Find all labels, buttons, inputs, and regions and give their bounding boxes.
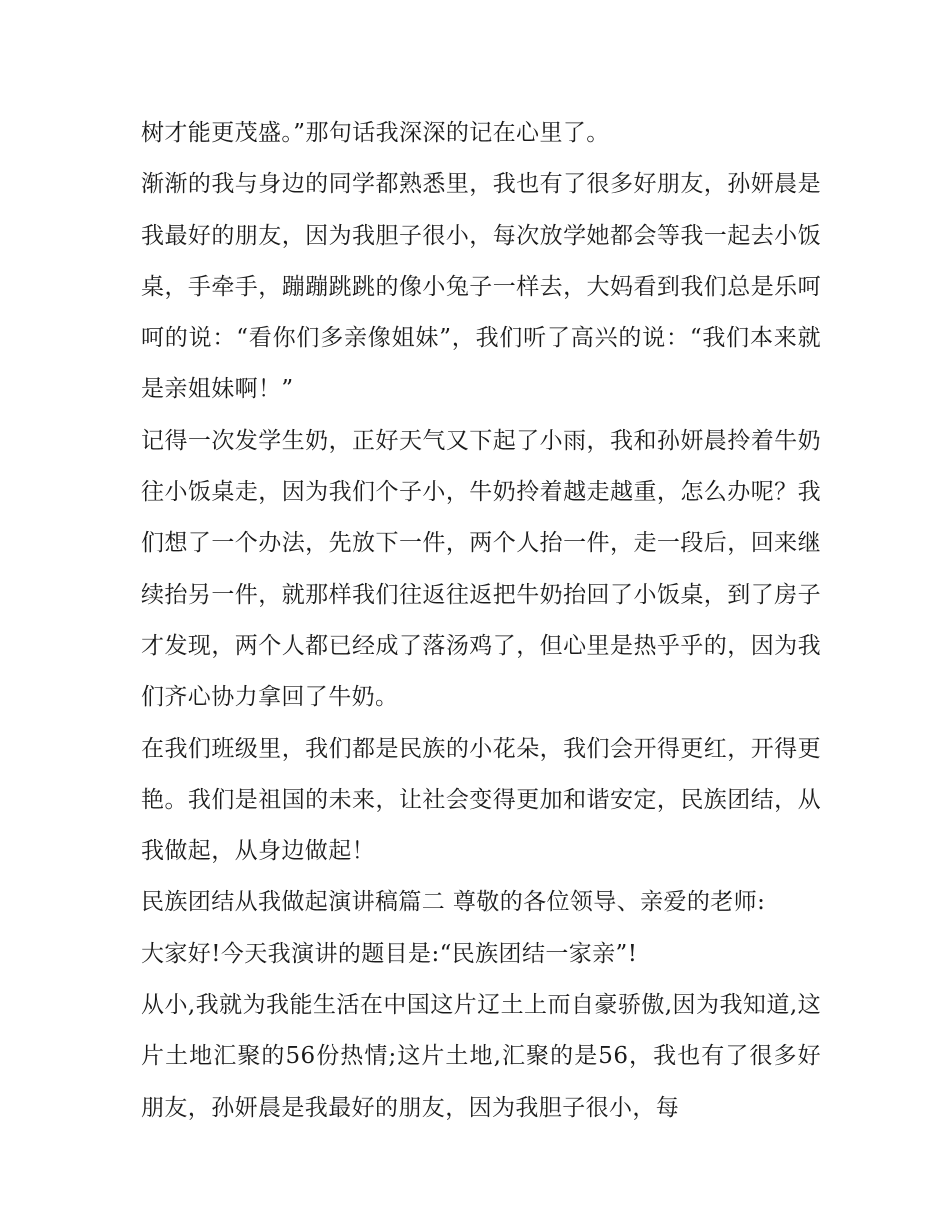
- paragraph-6: 从小,我就为我能生活在中国这片辽土上而自豪骄傲,因为我知道,这片土地汇聚的56份热情;这片土地,汇聚的是56，我也有了很多好朋友，孙妍晨是我最好的朋友，因为我胆子很小，每: [141, 992, 821, 1121]
- paragraph-5: 大家好!今天我演讲的题目是:“民族团结一家亲”!: [141, 940, 638, 967]
- paragraph-2: 渐渐的我与身边的同学都熟悉里，我也有了很多好朋友，孙妍晨是我最好的朋友，因为我胆子很小，每次放学她都会等我一起去小饭桌，手牵手，蹦蹦跳跳的像小兔子一样去，大妈看到我们总是乐呵呵的说：“看你们多亲像姐妹”，我们听了高兴的说：“我们本来就是亲姐妹啊！”: [141, 171, 821, 403]
- section-heading-line: 民族团结从我做起演讲稿篇二 尊敬的各位领导、亲爱的老师:: [141, 889, 766, 916]
- paragraph-3: 记得一次发学生奶，正好天气又下起了小雨，我和孙妍晨拎着牛奶往小饭桌走，因为我们个子小，牛奶拎着越走越重，怎么办呢？我们想了一个办法，先放下一件，两个人抬一件，走一段后，回来继续抬另一件，就那样我们往返往返把牛奶抬回了小饭桌，到了房子才发现，两个人都已经成了落汤鸡了，但心里是热乎乎的，因为我们齐心协力拿回了牛奶。: [141, 427, 821, 711]
- document-body: [141, 108, 821, 1134]
- paragraph-4: 在我们班级里，我们都是民族的小花朵，我们会开得更红，开得更艳。我们是祖国的未来，让社会变得更加和谐安定，民族团结，从我做起，从身边做起！: [141, 735, 821, 865]
- paragraph-1: 树才能更茂盛。”那句话我深深的记在心里了。: [141, 120, 610, 146]
